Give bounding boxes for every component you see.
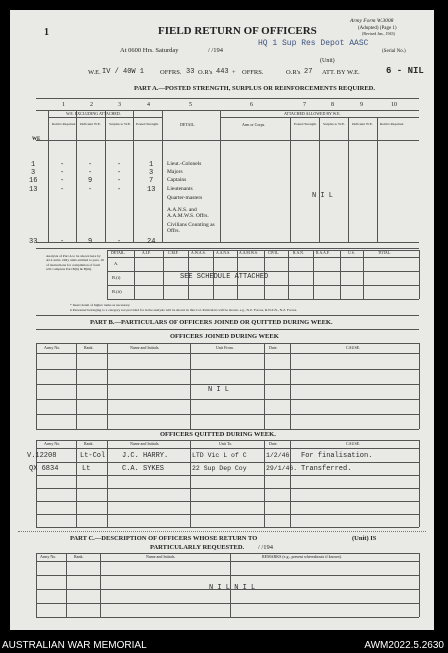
col-head-4: Posted Strength.: [136, 122, 159, 126]
form-title: FIELD RETURN OF OFFICERS: [158, 25, 317, 37]
ors2-value: 27: [304, 68, 313, 76]
offrs-value: 33: [186, 68, 195, 76]
row2-c1: -: [60, 169, 65, 177]
at-hours-label: At 0600 Hrs. Saturday: [120, 47, 179, 54]
total-c4: 24: [147, 238, 156, 246]
col-number-1: 1: [62, 102, 65, 108]
col-number-4: 4: [147, 102, 150, 108]
col-head-5: DETAIL.: [180, 122, 196, 127]
row2-we: 3: [31, 169, 36, 177]
quitted-head-name: Name and Initials.: [130, 441, 160, 446]
joined-head-unit-from: Unit From.: [216, 345, 234, 350]
document-page: 1 FIELD RETURN OF OFFICERS Army Form W.3008 (Adopted) (Page 1) (Revised Jan., 1943) At 0600 Hrs. Saturday / /194 HQ 1 Sup Res Depot AASC (Serial No.) (Unit) W.E. IV / 40W 1 OFFRS. 33 O.R's 443 + OFFRS. O.R's 27 ATT. BY W.E. 6 - NIL PART A.—POSTED STRENGTH, SURPLUS OR REINFORCEMENTS REQUIRED. 1 2 3 4 5 6 7 8 9 10 W.E. EXCLUDING ATTACHED. ATTACHED ALLOWED BY W.E. Rein'ts Required. Deficient W.E. Surplus to W.E. Posted Strength. DETAIL. Arm or Corps. Posted Strength. Surplus to W.E. Deficient W.E. Rein'ts Required. WE Lieut.-Colonels Majors Captains Lieutenants Quarter-masters A.A.N.S. and A.A.M.W.S. Offrs. Civilians Counting as Offrs. 1 - - - 1 3 - - - 3 16 - 9 - 7 13 - - - 13 N I L 33 - 9 - 24 Analysis of Part A to be shown here by ALL units. Only units entitled to para. 16 of instructions for compilation of form will complete Part B(ii) & B(iii). DETAIL. A.I.F. C.M.F. A.W.A.S. A.A.N.S. A.A.M.W.S. CIVIL. R.A.N. R.A.A.F. U.S. TOTAL. A. B.(i) B.(ii) SEE SCHEDULE ATTACHED * Insert detail of higher ranks as necessary. # Personnel belonging to a category not provided for in the analysis will be shown in this Col. Particulars will be shown, e.g., N.Z. Forces, R.N.Z.N., N.Z. Forces. PART B.—PARTICULARS OF OFFICERS JOINED OR QUITTED DURING WEEK. OFFICERS JOINED DURING WEEK Army No. Rank. Name and Initials. Unit From. Date. CAUSE. N I L OFFICERS QUITTED DURING WEEK. Army No. Rank. Name and Initials. Unit To. Date. CAUSE. V.12208 Lt-Col J.C. HARRY. LTD Vic L of C 1/2/46 For finalisation. QX 6834 Lt C.A. SYKES 22 Sup Dep Coy 29/1/46. Transferred. PART C.—DESCRIPTION OF OFFICERS WHOSE RETURN TO (Unit) IS PARTICULARLY REQUESTED. / /194 Army No. Rank. Name and Initials. REMARKS (e.g., present whereabouts if known). N I L N I L: [10, 10, 434, 630]
row2-c3: -: [117, 169, 122, 177]
rank-major: Majors: [167, 169, 183, 175]
quitted-row2-unit-to: 22 Sup Dep Coy: [192, 465, 247, 472]
part-c-head-name: Name and Initials.: [146, 554, 176, 559]
part-c-nil: N I L N I L: [209, 584, 256, 592]
col-head-9: Deficient W.E.: [352, 122, 373, 126]
quitted-row1-rank: Lt-Col: [80, 452, 106, 460]
detail-head-aif: A.I.F.: [142, 251, 151, 255]
quitted-title: OFFICERS QUITTED DURING WEEK.: [160, 431, 276, 438]
detail-row-bii: B.(ii): [112, 289, 122, 294]
part-c-date-blank: / /194: [258, 544, 273, 551]
serial-no-label: (Serial No.): [382, 49, 406, 54]
detail-head-detail: DETAIL.: [111, 251, 126, 255]
rank-lieutenant: Lieutenants: [167, 186, 193, 192]
quitted-head-date: Date.: [269, 441, 278, 446]
joined-head-cause: CAUSE.: [346, 345, 361, 350]
footnote-1: * Insert detail of higher ranks as necessary.: [70, 303, 131, 307]
detail-head-cmf: C.M.F.: [168, 251, 179, 255]
col-number-6: 6: [250, 102, 253, 108]
adopted-label: (Adopted) (Page 1): [358, 26, 397, 31]
detail-head-us: U.S.: [348, 251, 355, 255]
row1-c2: -: [88, 161, 93, 169]
total-we: 33: [29, 238, 38, 246]
unit-typed: HQ 1 Sup Res Depot AASC: [258, 39, 369, 48]
joined-head-name: Name and Initials.: [130, 345, 160, 350]
col-number-5: 5: [189, 102, 192, 108]
part-a-nil: N I L: [312, 192, 334, 200]
detail-row-a: A.: [114, 261, 119, 266]
joined-nil: N I L: [208, 386, 230, 394]
row3-c1: -: [60, 177, 65, 185]
part-a-title: PART A.—POSTED STRENGTH, SURPLUS OR REINFORCEMENTS REQUIRED.: [134, 85, 375, 92]
detail-head-awas: A.W.A.S.: [191, 251, 206, 255]
total-c3: -: [117, 238, 122, 246]
joined-head-army-no: Army No.: [44, 345, 61, 350]
quitted-row2-name: C.A. SYKES: [122, 465, 165, 473]
row4-c3: -: [117, 186, 122, 194]
col-head-6: Arm or Corps.: [242, 122, 266, 127]
we-value: IV / 40W 1: [102, 68, 145, 76]
col-number-7: 7: [303, 102, 306, 108]
ors-label: O.R's: [198, 69, 213, 76]
ors2-label: O.R's: [286, 69, 301, 76]
quitted-row1-cause: For finalisation.: [301, 452, 373, 460]
row4-c4: 13: [147, 186, 156, 194]
quitted-row1-name: J.C. HARRY.: [122, 452, 169, 460]
col-head-10: Rein'ts Required.: [380, 122, 405, 126]
row3-we: 16: [29, 177, 38, 185]
analysis-note: Analysis of Part A to be shown here by ALL units. Only units entitled to para. 16 of instructions for compilation of form will complete Part B(ii) & B(iii).: [46, 254, 104, 272]
detail-head-ran: R.A.N.: [293, 251, 304, 255]
row1-we: 1: [31, 161, 36, 169]
part-c-head-rank: Rank.: [74, 554, 84, 559]
rank-civilians: Civilians Counting as Offrs.: [167, 222, 215, 235]
footnote-2: # Personnel belonging to a category not provided for in the analysis will be shown in this Col. Particulars will be shown, e.g., N.Z. Forces, R.N.Z.N., N.Z. Forces.: [70, 308, 298, 312]
detail-head-raaf: R.A.A.F.: [316, 251, 330, 255]
part-c-head-army-no: Army No.: [40, 554, 57, 559]
row2-c4: 3: [149, 169, 154, 177]
part-b-title: PART B.—PARTICULARS OF OFFICERS JOINED OR QUITTED DURING WEEK.: [90, 319, 333, 326]
offrs-label: OFFRS.: [160, 69, 182, 76]
part-c-unit-label: (Unit) IS: [352, 535, 377, 542]
detail-head-total: TOTAL.: [378, 251, 392, 255]
rank-qm: Quarter-masters: [167, 195, 203, 201]
we-label: W.E.: [88, 69, 101, 76]
part-c-head-remarks: REMARKS (e.g., present whereabouts if known).: [262, 554, 342, 559]
quitted-head-cause: CAUSE.: [346, 441, 361, 446]
rank-aans: A.A.N.S. and A.A.M.W.S. Offrs.: [167, 207, 209, 220]
row1-c4: 1: [149, 161, 154, 169]
army-form-number: Army Form W.3008: [350, 18, 394, 24]
quitted-row2-rank: Lt: [82, 465, 91, 473]
row3-c3: -: [117, 177, 122, 185]
total-c2: 9: [88, 238, 93, 246]
see-schedule: SEE SCHEDULE ATTACHED: [180, 273, 269, 281]
excl-header: W.E. EXCLUDING ATTACHED.: [66, 111, 121, 116]
total-c1: -: [60, 238, 65, 246]
offrs2-label: OFFRS.: [242, 69, 264, 76]
quitted-head-rank: Rank.: [84, 441, 94, 446]
date-blank: / /194: [208, 47, 223, 54]
quitted-row2-date: 29/1/46.: [266, 465, 298, 472]
row4-we: 13: [29, 186, 38, 194]
joined-head-date: Date.: [269, 345, 278, 350]
cut-line: [18, 531, 426, 532]
row2-c2: -: [88, 169, 93, 177]
col-head-1: Rein'ts Required.: [52, 122, 77, 126]
rank-lt-col: Lieut.-Colonels: [167, 161, 202, 167]
col-head-2: Deficient W.E.: [80, 122, 101, 126]
row4-c2: -: [88, 186, 93, 194]
att-label: ATT. BY W.E.: [322, 69, 360, 76]
quitted-row2-cause: Transferred.: [301, 465, 352, 473]
quitted-row1-unit-to: LTD Vic L of C: [192, 452, 247, 459]
row4-c1: -: [60, 186, 65, 194]
page-number: 1: [44, 27, 49, 38]
revised-label: (Revised Jan., 1943): [362, 31, 395, 36]
col-number-3: 3: [118, 102, 121, 108]
ors-value: 443: [216, 68, 229, 76]
quitted-row1-army-no: V.12208: [27, 452, 57, 460]
row3-c4: 7: [149, 177, 154, 185]
footer-accession: AWM2022.5.2630: [364, 640, 444, 651]
detail-head-aans: A.A.N.S.: [216, 251, 231, 255]
col-number-2: 2: [90, 102, 93, 108]
quitted-head-unit-to: Unit To.: [219, 441, 233, 446]
col-head-8: Surplus to W.E.: [323, 122, 345, 126]
quitted-head-army-no: Army No.: [44, 441, 61, 446]
quitted-row1-date: 1/2/46: [266, 452, 290, 459]
col-number-9: 9: [360, 102, 363, 108]
footer-source: AUSTRALIAN WAR MEMORIAL: [2, 640, 147, 651]
col-number-10: 10: [391, 102, 397, 108]
part-c-title-2: PARTICULARLY REQUESTED.: [150, 544, 245, 551]
col-head-7: Posted Strength.: [294, 122, 317, 126]
rank-captain: Captains: [167, 177, 187, 183]
part-c-title: PART C.—DESCRIPTION OF OFFICERS WHOSE RETURN TO: [70, 535, 258, 542]
col-number-8: 8: [331, 102, 334, 108]
joined-title: OFFICERS JOINED DURING WEEK: [170, 333, 279, 340]
row1-c3: -: [117, 161, 122, 169]
quitted-row2-army-no: QX 6834: [29, 465, 59, 473]
att-value: 6 - NIL: [386, 66, 424, 76]
row3-c2: 9: [88, 177, 93, 185]
we-row-label: WE: [32, 137, 41, 142]
detail-row-bi: B.(i): [112, 275, 121, 280]
detail-head-civil: CIVIL.: [268, 251, 280, 255]
att-header: ATTACHED ALLOWED BY W.E.: [284, 111, 341, 116]
unit-label: (Unit): [320, 58, 335, 64]
col-head-3: Surplus to W.E.: [109, 122, 131, 126]
joined-head-rank: Rank.: [84, 345, 94, 350]
detail-head-aamws: A.A.M.W.S.: [239, 251, 258, 255]
row1-c1: -: [60, 161, 65, 169]
